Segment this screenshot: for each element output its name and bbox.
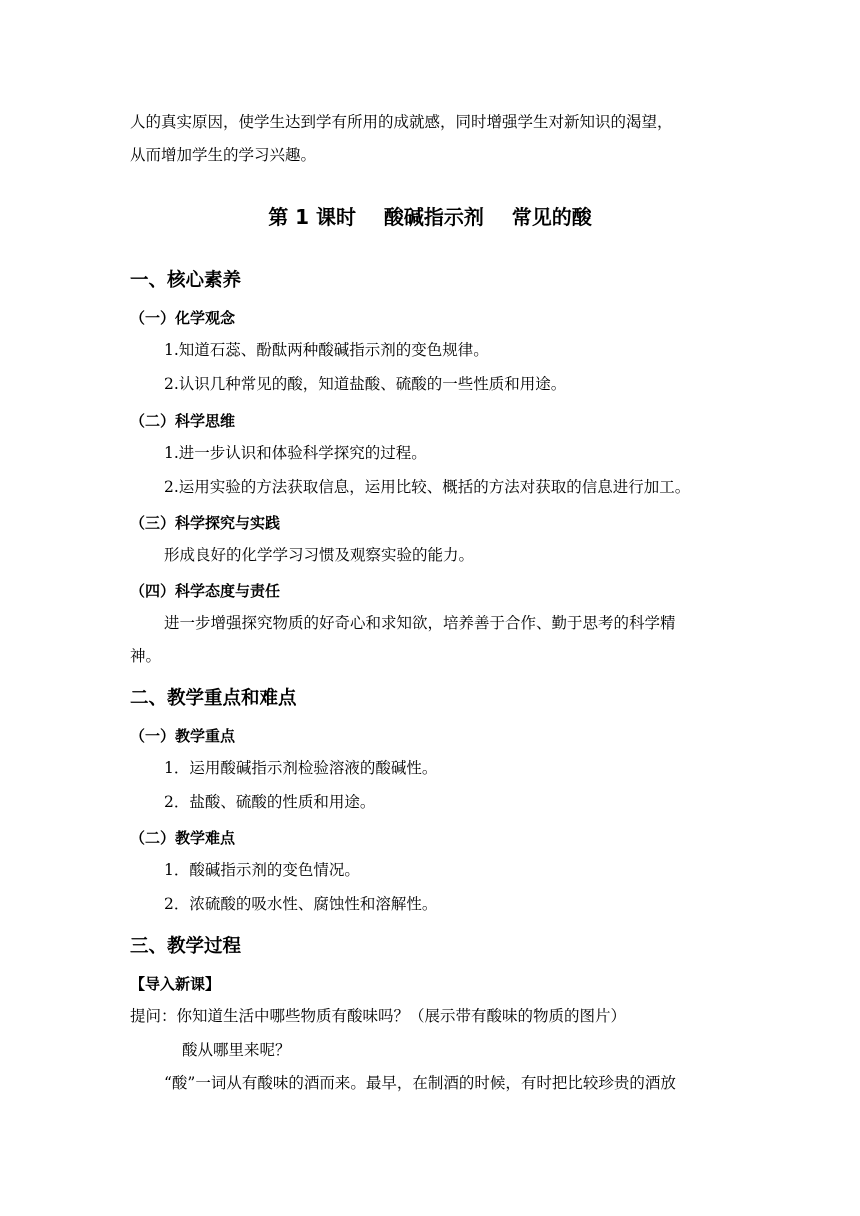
list-item: 1．运用酸碱指示剂检验溶液的酸碱性。: [164, 759, 438, 777]
list-item: 1.知道石蕊、酚酞两种酸碱指示剂的变色规律。: [164, 341, 489, 359]
section-heading-key-points: 二、教学重点和难点: [130, 688, 297, 709]
paragraph-line-1: 进一步增强探究物质的好奇心和求知欲，培养善于合作、勤于思考的科学精: [164, 614, 676, 632]
subheading-inquiry-practice: （三）科学探究与实践: [130, 514, 281, 532]
subheading-attitude-responsibility: （四）科学态度与责任: [130, 582, 281, 600]
intro-line-2: 从而增加学生的学习兴趣。: [130, 146, 317, 164]
list-item: 2.运用实验的方法获取信息，运用比较、概括的方法对获取的信息进行加工。: [164, 478, 691, 496]
paragraph-line-2: 神。: [130, 647, 162, 665]
list-item: 2.认识几种常见的酸，知道盐酸、硫酸的一些性质和用途。: [164, 375, 567, 393]
paragraph: 形成良好的化学学习习惯及观察实验的能力。: [164, 546, 475, 564]
section-heading-teaching-process: 三、教学过程: [130, 936, 242, 957]
paragraph: “酸”一词从有酸味的酒而来。最早，在制酒的时候，有时把比较珍贵的酒放: [164, 1074, 676, 1092]
subheading-chemistry-concept: （一）化学观念: [130, 309, 236, 327]
list-item: 2．盐酸、硫酸的性质和用途。: [164, 793, 376, 811]
list-item: 1.进一步认识和体验科学探究的过程。: [164, 444, 427, 462]
list-item: 2．浓硫酸的吸水性、腐蚀性和溶解性。: [164, 895, 438, 913]
subheading-teaching-focus: （一）教学重点: [130, 727, 236, 745]
subheading-introduction: 【导入新课】: [130, 975, 221, 993]
question-line-1: 提问：你知道生活中哪些物质有酸味吗？（展示带有酸味的物质的图片）: [130, 1007, 627, 1025]
lesson-title: 第 1 课时 酸碱指示剂 常见的酸: [268, 205, 592, 229]
list-item: 1．酸碱指示剂的变色情况。: [164, 861, 360, 879]
subheading-scientific-thinking: （二）科学思维: [130, 412, 236, 430]
intro-line-1: 人的真实原因，使学生达到学有所用的成就感，同时增强学生对新知识的渴望，: [130, 113, 673, 131]
subheading-teaching-difficulty: （二）教学难点: [130, 829, 236, 847]
question-line-2: 酸从哪里来呢？: [182, 1041, 291, 1059]
section-heading-core-literacy: 一、核心素养: [130, 270, 242, 291]
